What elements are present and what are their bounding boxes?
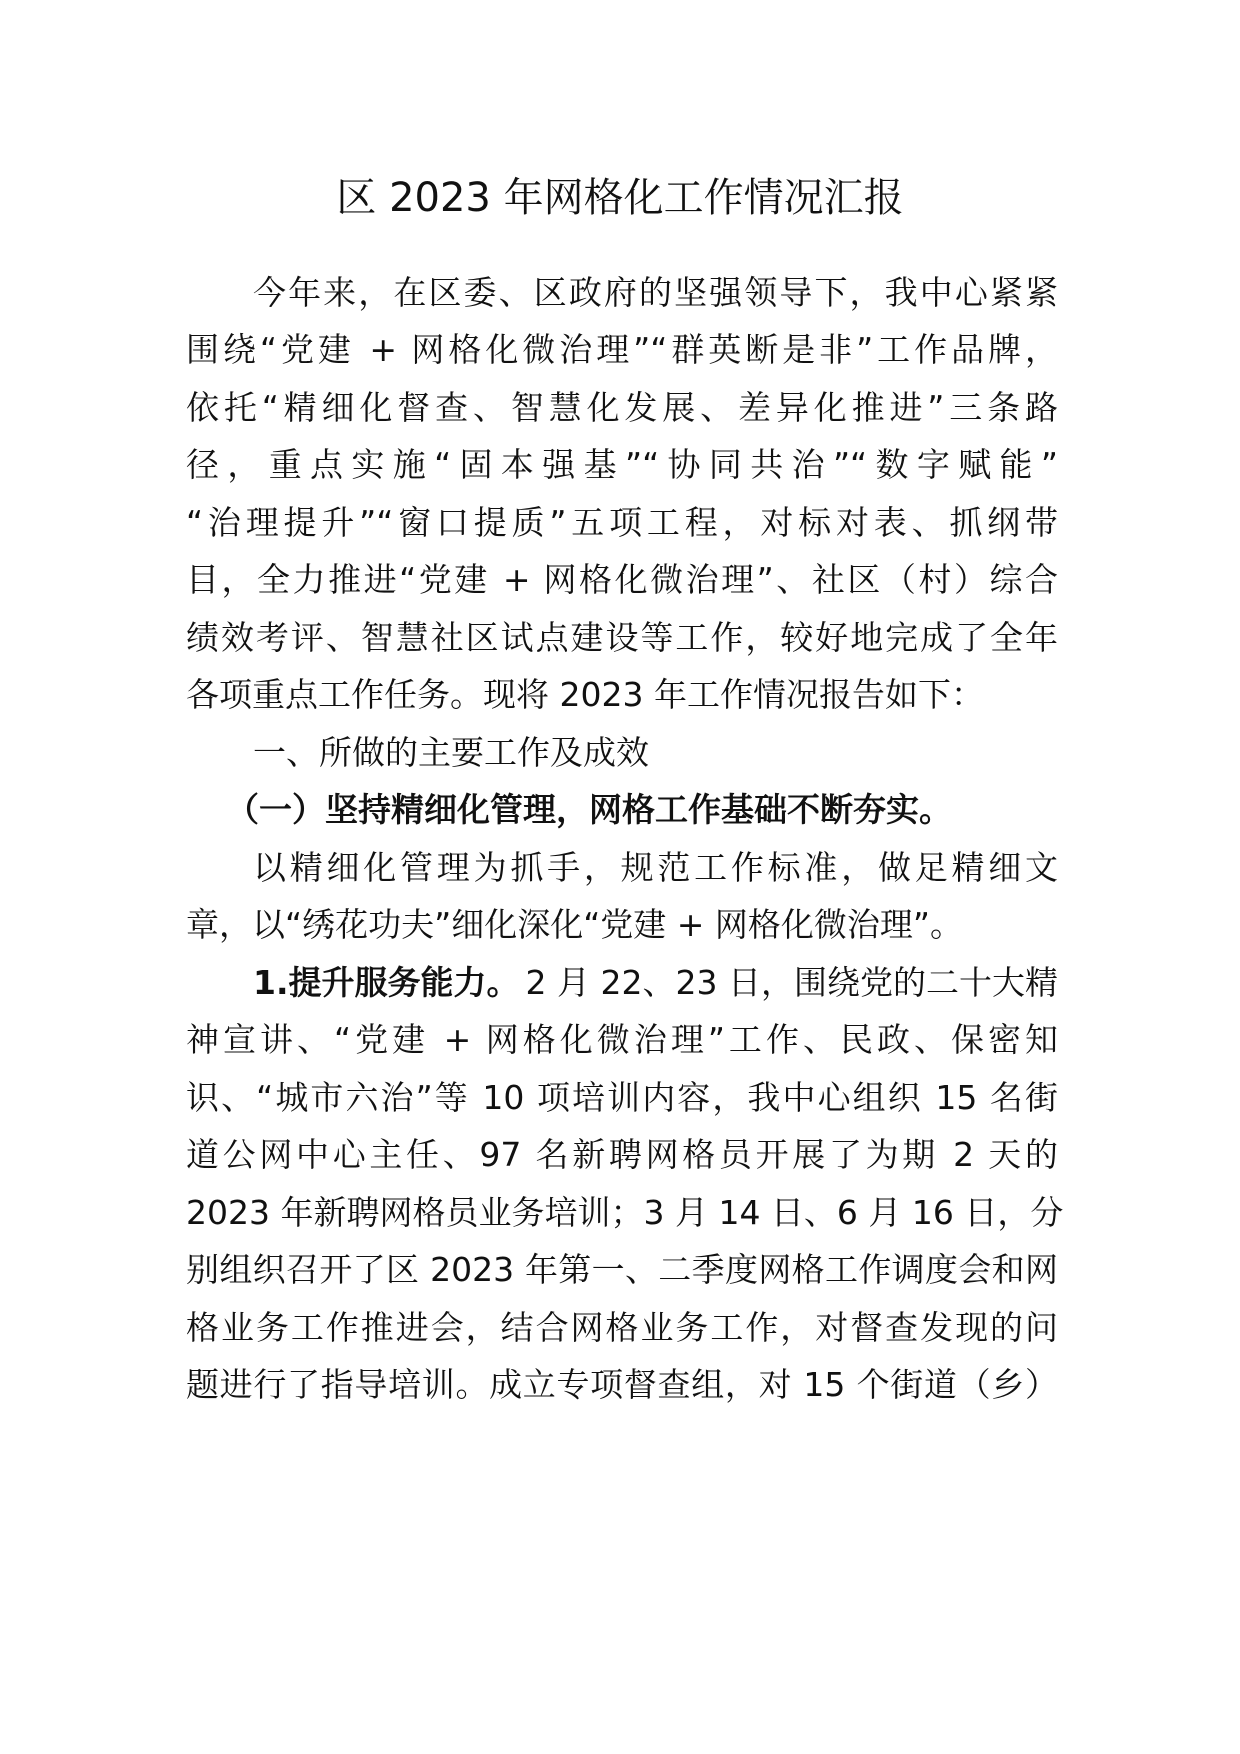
section-heading: 一、所做的主要工作及成效: [253, 733, 649, 772]
paragraph-line: 今年来，在区委、区政府的坚强领导下，我中心紧紧: [253, 273, 1058, 312]
paragraph-line: 围绕“党建 + 网格化微治理”“群英断是非”工作品牌，: [186, 330, 1058, 369]
subsection-heading: （一）坚持精细化管理，网格工作基础不断夯实。: [226, 790, 952, 829]
paragraph-line: 识、“城市六治”等 10 项培训内容，我中心组织 15 名街: [186, 1078, 1058, 1117]
paragraph-line: 2023 年新聘网格员业务培训；3 月 14 日、6 月 16 日，分: [186, 1193, 1064, 1232]
paragraph-line: 以精细化管理为抓手，规范工作标准，做足精细文: [253, 848, 1058, 887]
paragraph-line: 别组织召开了区 2023 年第一、二季度网格工作调度会和网: [186, 1250, 1058, 1289]
item-text: 2 月 22、23 日，围绕党的二十大精: [525, 963, 1058, 1002]
paragraph-line: 道公网中心主任、97 名新聘网格员开展了为期 2 天的: [186, 1135, 1058, 1174]
paragraph-line: 章，以“绣花功夫”细化深化“党建 + 网格化微治理”。: [186, 905, 964, 944]
paragraph-line: 各项重点工作任务。现将 2023 年工作情况报告如下：: [186, 675, 984, 714]
paragraph-line: 径，重点实施“固本强基”“协同共治”“数字赋能”: [186, 445, 1058, 484]
paragraph-line: 依托“精细化督查、智慧化发展、差异化推进”三条路: [186, 388, 1058, 427]
document-title: 区 2023 年网格化工作情况汇报: [336, 175, 904, 221]
paragraph-line: 目，全力推进“党建 + 网格化微治理”、社区（村）综合: [186, 560, 1058, 599]
paragraph-line: 神宣讲、“党建 + 网格化微治理”工作、民政、保密知: [186, 1020, 1058, 1059]
item-heading: 1.提升服务能力。: [253, 963, 520, 1002]
paragraph-line: [253, 953, 1058, 1013]
paragraph-line: “治理提升”“窗口提质”五项工程，对标对表、抓纲带: [186, 503, 1058, 542]
paragraph-line: 绩效考评、智慧社区试点建设等工作，较好地完成了全年: [186, 618, 1058, 657]
paragraph-line: 格业务工作推进会，结合网格业务工作，对督查发现的问: [186, 1308, 1058, 1347]
paragraph-line: 题进行了指导培训。成立专项督查组，对 15 个街道（乡）: [186, 1365, 1058, 1404]
